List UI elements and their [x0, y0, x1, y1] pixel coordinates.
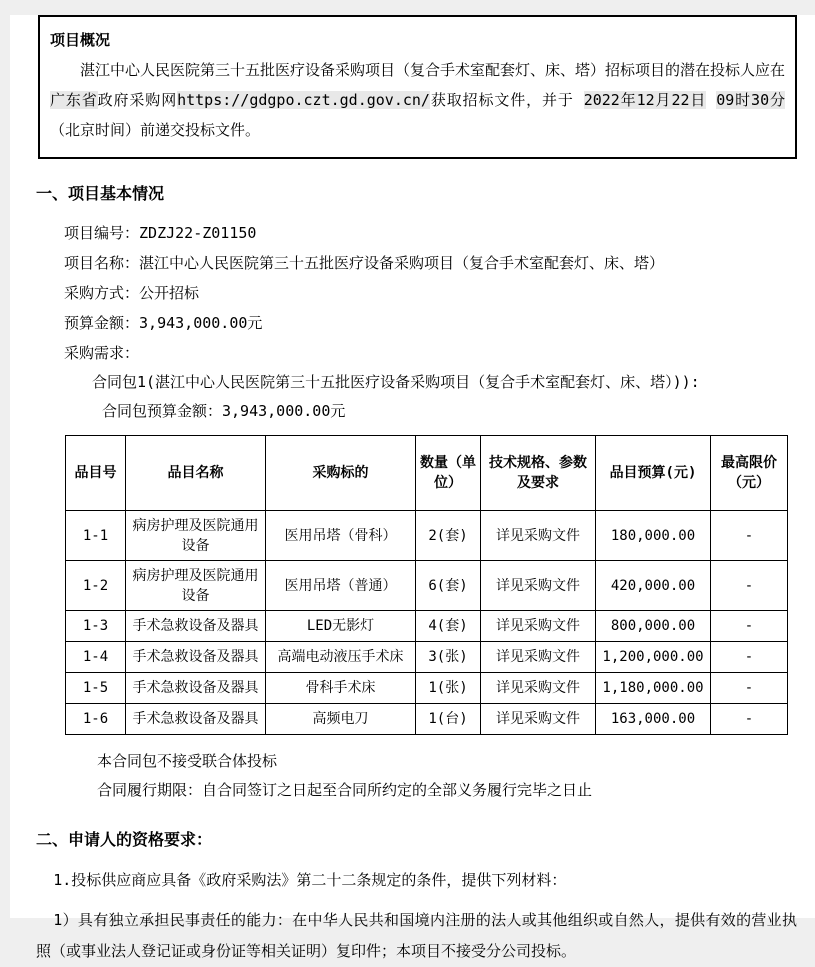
- paragraph-text: （北京时间）前递交投标文件。: [50, 121, 261, 139]
- table-cell: 2(套): [416, 511, 481, 561]
- table-row: [66, 673, 788, 704]
- table-cell: 骨科手术床: [266, 673, 416, 704]
- field-label: 采购需求：: [64, 344, 140, 362]
- project-fields: [64, 218, 797, 368]
- table-cell: 1-3: [66, 611, 126, 642]
- field-label: 项目编号：: [64, 224, 140, 242]
- section2-heading: 二、申请人的资格要求：: [36, 830, 213, 849]
- document-page: [10, 15, 815, 960]
- items-table: [65, 435, 788, 735]
- table-row: [66, 561, 788, 611]
- table-row: [66, 511, 788, 561]
- table-cell: 详见采购文件: [481, 511, 596, 561]
- qualification-paragraph-2: 1）具有独立承担民事责任的能力：在中华人民共和国境内注册的法人或其他组织或自然人，提供有效的营业执照（或事业法人登记证或身份证等相关证明）复印件；本项目不接受分公司投标。: [36, 911, 797, 960]
- items-table-body: [66, 511, 788, 735]
- table-cell: LED无影灯: [266, 611, 416, 642]
- table-cell: 1(台): [416, 704, 481, 735]
- table-cell: 手术急救设备及器具: [126, 704, 266, 735]
- field-label: 采购方式：: [64, 284, 140, 302]
- qualification-paragraph-1: 1.投标供应商应具备《政府采购法》第二十二条规定的条件，提供下列材料：: [53, 871, 567, 889]
- field-value: 公开招标: [139, 284, 200, 302]
- table-cell: 高端电动液压手术床: [266, 642, 416, 673]
- filled-field-highlight: 2022年12月22日: [583, 91, 707, 109]
- table-row: [66, 704, 788, 735]
- field-line: [64, 338, 797, 368]
- paragraph-text: [706, 91, 716, 109]
- filled-field-highlight: 09时30分: [716, 91, 785, 109]
- field-value: 3,943,000.00元: [139, 314, 263, 332]
- overview-box: [38, 15, 797, 159]
- table-cell: 6(套): [416, 561, 481, 611]
- table-header-cell: 技术规格、参数及要求: [481, 436, 596, 511]
- table-cell: -: [711, 511, 788, 561]
- table-cell: 1-6: [66, 704, 126, 735]
- table-cell: 800,000.00: [596, 611, 711, 642]
- table-cell: -: [711, 561, 788, 611]
- paragraph-text: 政府采购网: [97, 91, 178, 109]
- field-value: 湛江中心人民医院第三十五批医疗设备采购项目（复合手术室配套灯、床、塔）: [139, 254, 665, 272]
- table-cell: 3(张): [416, 642, 481, 673]
- field-label: 项目名称：: [64, 254, 140, 272]
- table-cell: 1-5: [66, 673, 126, 704]
- table-cell: 420,000.00: [596, 561, 711, 611]
- overview-paragraph: [50, 55, 785, 145]
- paragraph-text: 获取招标文件，并于: [429, 91, 584, 109]
- table-cell: 1(张): [416, 673, 481, 704]
- field-line: [64, 248, 797, 278]
- section1-heading: 一、项目基本情况: [36, 184, 165, 203]
- table-row: [66, 611, 788, 642]
- table-cell: 病房护理及医院通用设备: [126, 511, 266, 561]
- table-header-cell: 品目号: [66, 436, 126, 511]
- table-cell: 1-4: [66, 642, 126, 673]
- field-value: ZDZJ22-Z01150: [139, 224, 257, 242]
- package-budget-line: 合同包预算金额：3,943,000.00元: [102, 402, 346, 420]
- table-header-cell: 品目预算(元): [596, 436, 711, 511]
- overview-title: 项目概况: [50, 31, 111, 49]
- field-line: [64, 218, 797, 248]
- table-cell: 详见采购文件: [481, 673, 596, 704]
- field-line: [64, 278, 797, 308]
- items-table-head: [66, 436, 788, 511]
- table-row: [66, 642, 788, 673]
- table-header-cell: 最高限价（元）: [711, 436, 788, 511]
- table-cell: 180,000.00: [596, 511, 711, 561]
- table-cell: 1-2: [66, 561, 126, 611]
- table-cell: -: [711, 642, 788, 673]
- table-cell: 详见采购文件: [481, 642, 596, 673]
- note-no-consortium: 本合同包不接受联合体投标: [97, 752, 278, 770]
- field-line: [64, 308, 797, 338]
- table-cell: 病房护理及医院通用设备: [126, 561, 266, 611]
- table-cell: 高频电刀: [266, 704, 416, 735]
- table-cell: 详见采购文件: [481, 704, 596, 735]
- table-cell: 1,180,000.00: [596, 673, 711, 704]
- table-header-cell: 数量（单位）: [416, 436, 481, 511]
- table-cell: 详见采购文件: [481, 561, 596, 611]
- table-cell: -: [711, 673, 788, 704]
- table-cell: -: [711, 611, 788, 642]
- table-cell: 手术急救设备及器具: [126, 673, 266, 704]
- table-cell: 163,000.00: [596, 704, 711, 735]
- table-cell: 手术急救设备及器具: [126, 611, 266, 642]
- table-cell: 手术急救设备及器具: [126, 642, 266, 673]
- note-contract-term: 合同履行期限：自合同签订之日起至合同所约定的全部义务履行完毕之日止: [97, 781, 593, 799]
- paragraph-text: 湛江中心人民医院第三十五批医疗设备采购项目（复合手术室配套灯、床、塔）招标项目的潜在投标人应在: [80, 61, 786, 79]
- table-cell: 医用吊塔（骨科）: [266, 511, 416, 561]
- field-label: 预算金额：: [64, 314, 140, 332]
- table-header-cell: 品目名称: [126, 436, 266, 511]
- contract-notes: [97, 747, 797, 805]
- table-cell: 医用吊塔（普通）: [266, 561, 416, 611]
- table-header-cell: 采购标的: [266, 436, 416, 511]
- table-cell: 详见采购文件: [481, 611, 596, 642]
- document-content: [36, 182, 797, 967]
- table-cell: 1-1: [66, 511, 126, 561]
- package-line: 合同包1(湛江中心人民医院第三十五批医疗设备采购项目（复合手术室配套灯、床、塔）)):: [92, 373, 700, 391]
- table-cell: 4(套): [416, 611, 481, 642]
- table-cell: -: [711, 704, 788, 735]
- table-header-row: [66, 436, 788, 511]
- filled-field-highlight: 广东省: [50, 91, 98, 109]
- table-cell: 1,200,000.00: [596, 642, 711, 673]
- filled-field-highlight: https://gdgpo.czt.gd.gov.cn/: [177, 91, 430, 109]
